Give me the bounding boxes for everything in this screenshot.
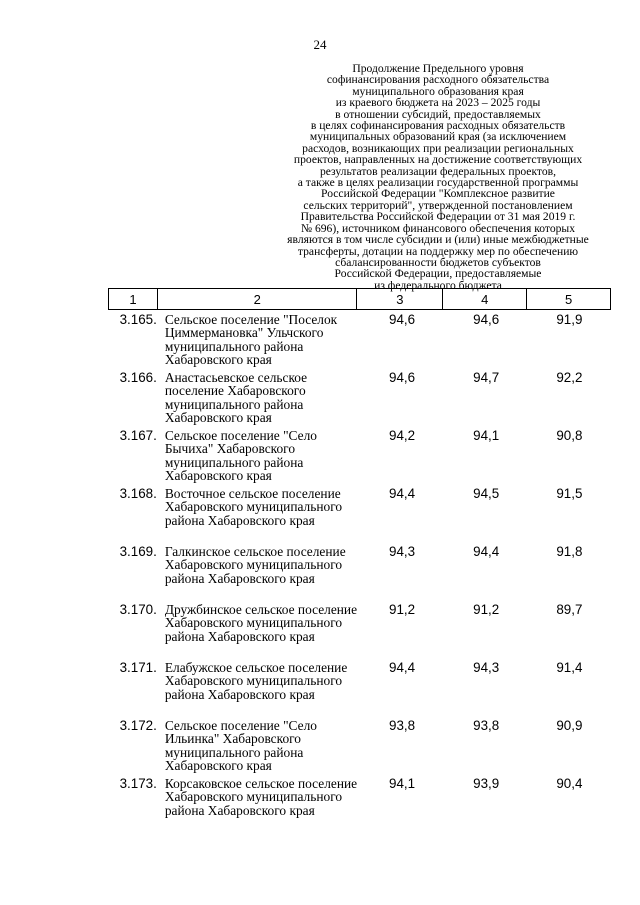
page-number: 24 [313, 37, 327, 52]
value-2025: 91,9 [556, 312, 583, 327]
municipality-name: Галкинское сельское поселение Хабаровского муниципального района Хабаровского края [164, 544, 346, 586]
caption-line: а также в целях реализации государственной программы [297, 176, 579, 190]
table-row [108, 429, 611, 487]
municipality-name: Дружбинское сельское поселение Хабаровского муниципального района Хабаровского края [164, 602, 358, 644]
municipality-name: Сельское поселение "Село Ильинка" Хабаровского муниципального района Хабаровского края [164, 718, 317, 774]
value-2024: 94,5 [473, 486, 500, 501]
row-number: 3.168. [119, 486, 157, 501]
value-2025: 90,9 [556, 718, 583, 733]
table-row [108, 719, 611, 777]
caption-line: расходов, возникающих при реализации региональных [302, 141, 574, 155]
value-2023: 91,2 [389, 602, 416, 617]
caption-line: результатов реализации федеральных проектов, [319, 164, 557, 178]
caption-line: являются в том числе субсидии и (или) иные межбюджетные [287, 233, 589, 247]
row-number: 3.167. [119, 428, 157, 443]
row-number: 3.170. [119, 602, 157, 617]
table-row [108, 313, 611, 371]
header-cell-4: 4 [443, 289, 527, 310]
row-number: 3.165. [119, 312, 157, 327]
table-header [108, 288, 611, 310]
caption-line: муниципального образования края [352, 84, 524, 98]
row-number: 3.166. [119, 370, 157, 385]
value-2024: 91,2 [473, 602, 500, 617]
header-cell-5: 5 [527, 289, 611, 310]
header-row [109, 289, 611, 310]
value-2023: 94,1 [389, 776, 416, 791]
municipality-name: Сельское поселение "Село Бычиха" Хабаровского муниципального района Хабаровского края [164, 428, 317, 484]
value-2023: 94,4 [389, 486, 416, 501]
value-2023: 94,6 [389, 312, 416, 327]
caption-line: из федерального бюджета [374, 278, 502, 292]
caption-line: софинансирования расходного обязательства [326, 73, 550, 87]
table-row [108, 371, 611, 429]
table-row [108, 777, 611, 835]
value-2023: 94,2 [389, 428, 416, 443]
municipality-name: Восточное сельское поселение Хабаровского муниципального района Хабаровского края [164, 486, 343, 528]
caption-line: муниципальных образований края (за исключением [309, 130, 567, 144]
value-2024: 94,1 [473, 428, 500, 443]
value-2023: 94,3 [389, 544, 416, 559]
caption-line: Российской Федерации, предоставляемые [334, 267, 542, 281]
municipality-name: Анастасьевское сельское поселение Хабаровского муниципального района Хабаровского края [164, 370, 308, 426]
caption-line: сбалансированности бюджетов субъектов [335, 255, 541, 269]
caption-line: Российской Федерации "Комплексное развитие [321, 187, 555, 201]
caption-line: № 696), источником финансового обеспечения которых [300, 221, 575, 235]
value-2023: 93,8 [389, 718, 416, 733]
caption-line: сельских территорий", утвержденной постановлением [303, 198, 573, 212]
value-2023: 94,6 [389, 370, 416, 385]
caption-line: в целях софинансирования расходных обязательств [310, 119, 566, 133]
caption-line: Правительства Российской Федерации от 31 мая 2019 г. [300, 210, 576, 224]
row-number: 3.172. [119, 718, 157, 733]
value-2025: 91,5 [556, 486, 583, 501]
municipality-name: Сельское поселение "Поселок Циммермановка" Ульчского муниципального района Хабаровского края [164, 312, 338, 368]
table-row [108, 603, 611, 661]
data-table [108, 313, 611, 835]
caption-line: трансферты, дотации на поддержку мер по обеспечению [297, 244, 579, 258]
value-2024: 94,3 [473, 660, 500, 675]
value-2023: 94,4 [389, 660, 416, 675]
caption-line: из краевого бюджета на 2023 – 2025 годы [335, 96, 541, 110]
value-2025: 91,4 [556, 660, 583, 675]
table-caption [260, 63, 616, 291]
row-number: 3.169. [119, 544, 157, 559]
header-cell-3: 3 [357, 289, 443, 310]
value-2024: 93,8 [473, 718, 500, 733]
value-2025: 89,7 [556, 602, 583, 617]
caption-line: Продолжение Предельного уровня [352, 62, 524, 75]
value-2024: 93,9 [473, 776, 500, 791]
value-2025: 90,4 [556, 776, 583, 791]
value-2024: 94,4 [473, 544, 500, 559]
table-row [108, 487, 611, 545]
caption-line: проектов, направленных на достижение соответствующих [293, 153, 583, 167]
row-number: 3.173. [119, 776, 157, 791]
row-number: 3.171. [119, 660, 157, 675]
value-2024: 94,7 [473, 370, 500, 385]
value-2025: 91,8 [556, 544, 583, 559]
municipality-name: Корсаковское сельское поселение Хабаровского муниципального района Хабаровского края [164, 776, 358, 818]
value-2024: 94,6 [473, 312, 500, 327]
municipality-name: Елабужское сельское поселение Хабаровского муниципального района Хабаровского края [164, 660, 348, 702]
caption-line: в отношении субсидий, предоставляемых [335, 107, 541, 121]
value-2025: 92,2 [556, 370, 583, 385]
value-2025: 90,8 [556, 428, 583, 443]
header-cell-2: 2 [157, 289, 357, 310]
table-row [108, 545, 611, 603]
table-row [108, 661, 611, 719]
header-cell-1: 1 [109, 289, 158, 310]
